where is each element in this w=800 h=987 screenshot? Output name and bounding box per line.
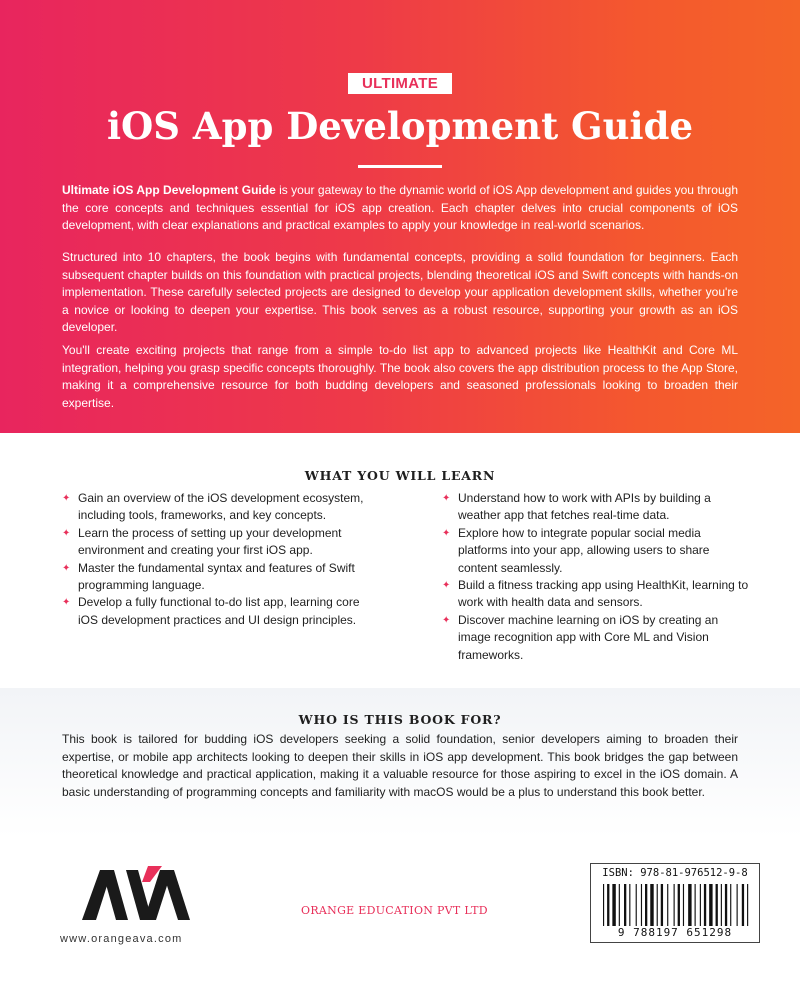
star-bullet-icon: ✦	[442, 580, 451, 592]
barcode-bar	[688, 884, 691, 926]
barcode-bar	[737, 884, 738, 926]
barcode-bar	[747, 884, 748, 926]
barcode-bar	[725, 884, 727, 926]
learn-item: ✦ Build a fitness tracking app using HealthKit, learning to work with health data and sensors.	[442, 578, 749, 610]
barcode-bar	[645, 884, 647, 926]
barcode-bar	[674, 884, 675, 926]
intro-paragraph-1	[62, 182, 738, 235]
star-bullet-icon: ✦	[442, 493, 451, 504]
learn-item: ✦ Develop a fully functional to-do list app, learning core iOS development practices and UI design principles.	[62, 595, 360, 627]
star-bullet-icon: ✦	[62, 562, 71, 574]
barcode-bar	[700, 884, 701, 926]
isbn-number: ISBN: 978-81-976512-9-8	[602, 867, 748, 879]
star-bullet-icon: ✦	[442, 527, 451, 539]
learn-item: ✦ Understand how to work with APIs by building a weather app that fetches real-time data.	[442, 491, 711, 523]
hero-section	[0, 0, 800, 433]
barcode-bar	[629, 884, 630, 926]
learn-list-right	[442, 490, 752, 664]
star-bullet-icon: ✦	[62, 527, 71, 539]
barcode-bar	[678, 884, 680, 926]
barcode-bar	[657, 884, 658, 926]
intro-paragraph-1-text: is your gateway to the dynamic world of iOS App development and guides you through the core concepts and techniques essential for iOS app creation. Each chapter delves into crucial components of iOS development, with clear explanations and practical examples to apply your knowledge in real-world scenarios.	[62, 183, 739, 232]
ava-logo-icon	[80, 866, 192, 922]
barcode-bar	[641, 884, 642, 926]
intro-title-bold: Ultimate iOS App Development Guide	[62, 183, 276, 197]
learn-item: ✦ Master the fundamental syntax and features of Swift programming language.	[62, 560, 355, 593]
book-title: iOS App Development Guide	[106, 104, 694, 148]
barcode-icon	[603, 884, 751, 926]
barcode-bar	[661, 884, 663, 926]
publisher-name: ORANGE EDUCATION PVT LTD	[301, 904, 488, 917]
barcode-bar	[695, 884, 696, 926]
barcode-bar	[607, 884, 609, 926]
barcode-bar	[742, 884, 744, 926]
learn-list-left	[62, 490, 382, 629]
star-bullet-icon: ✦	[62, 493, 71, 504]
audience-heading: WHO IS THIS BOOK FOR?	[298, 712, 502, 727]
title-underline	[358, 165, 442, 168]
barcode-bar	[624, 884, 626, 926]
star-bullet-icon: ✦	[442, 614, 451, 626]
learn-item: ✦ Discover machine learning on iOS by creating an image recognition app with Core ML and Vision frameworks.	[442, 612, 719, 662]
barcode-bar	[721, 884, 722, 926]
barcode-bar	[619, 884, 620, 926]
intro-paragraph-3: You'll create exciting projects that range from a simple to-do list app to advanced projects like HealthKit and Core ML integration, helping you grasp specific concepts thoroughly. The book also covers the app distribution process to the App Store, making it a comprehensive resource for both budding developers and seasoned professionals looking to broaden their expertise.	[62, 343, 738, 410]
isbn-barcode-box	[590, 863, 760, 943]
barcode-bar	[603, 884, 604, 926]
barcode-digits: 9 788197 651298	[617, 926, 733, 939]
ultimate-badge: ULTIMATE	[348, 73, 452, 94]
learn-item: ✦ Learn the process of setting up your development environment and creating your first iOS app.	[62, 525, 342, 558]
barcode-bar	[667, 884, 668, 926]
barcode-bar	[636, 884, 637, 926]
publisher-url: www.orangeava.com	[60, 933, 183, 945]
intro-paragraph-2: Structured into 10 chapters, the book begins with fundamental concepts, providing a solid foundation for beginners. Each subsequent chapter builds on this foundation with practical projects, blending theoretical iOS and Swift concepts with hands-on implementation. These carefully selected projects are designed to develop your application development skills, whether you're a novice or looking to deepen your expertise. This book serves as a robust resource, supporting your growth as an iOS developer.	[62, 250, 738, 334]
barcode-bar	[683, 884, 684, 926]
barcode-bar	[704, 884, 706, 926]
learn-item: ✦ Explore how to integrate popular social media platforms into your app, allowing users to share content seamlessly.	[442, 525, 710, 575]
star-bullet-icon: ✦	[62, 597, 71, 609]
barcode-bar	[612, 884, 615, 926]
audience-paragraph: This book is tailored for budding iOS developers seeking a solid foundation, senior developers aiming to broaden their expertise, or mobile app architects looking to deepen their skills in iOS app development. This book bridges the gap between theoretical knowledge and practical application, making it a valuable resource for those aspiring to excel in the iOS domain. A basic understanding of programming concepts and familiarity with macOS would be a plus to understand this book better.	[62, 732, 738, 799]
barcode-bar	[650, 884, 653, 926]
learn-item: ✦ Gain an overview of the iOS development ecosystem, including tools, frameworks, and key concepts.	[62, 491, 364, 523]
barcode-bar	[730, 884, 731, 926]
barcode-bar	[716, 884, 718, 926]
barcode-bar	[709, 884, 712, 926]
learn-heading: WHAT YOU WILL LEARN	[304, 468, 496, 483]
